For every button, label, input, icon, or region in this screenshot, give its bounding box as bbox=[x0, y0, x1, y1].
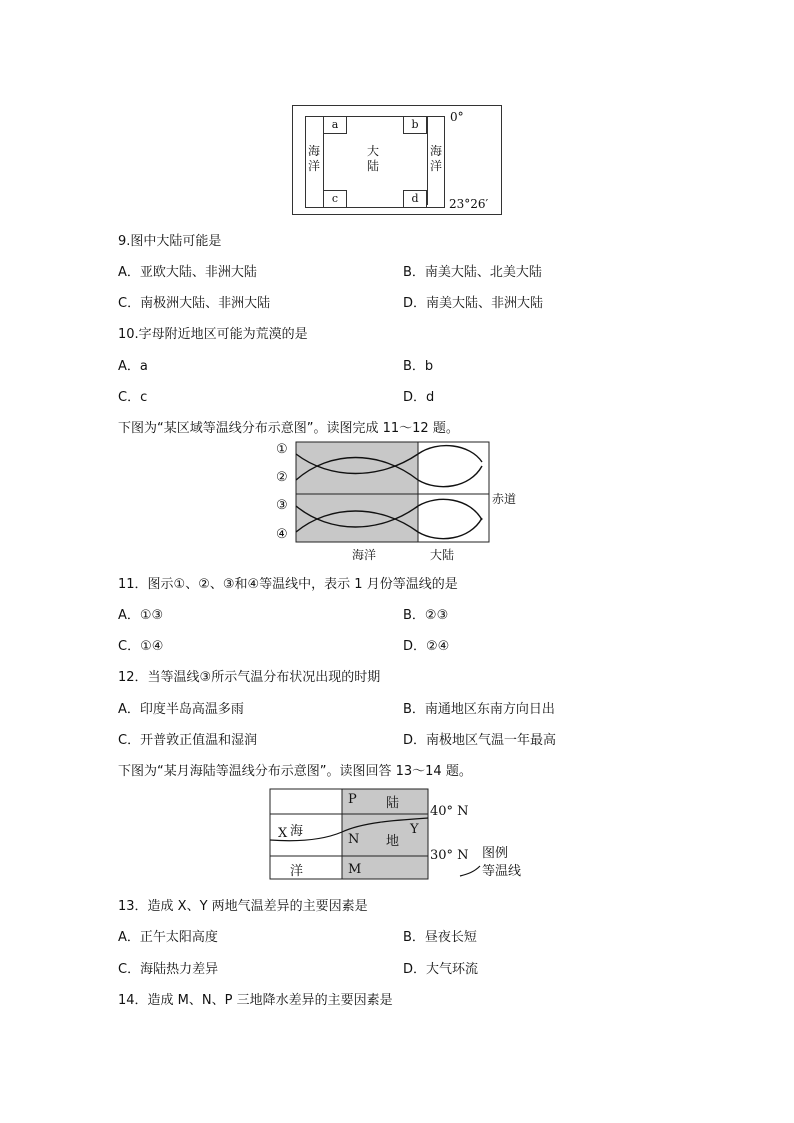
q11-option-a: A．①③ bbox=[118, 608, 164, 623]
label-m: M bbox=[348, 862, 362, 877]
isotherm-svg bbox=[270, 440, 530, 565]
letter-d: d bbox=[403, 190, 427, 208]
marker-2: ② bbox=[276, 470, 288, 485]
figure-continent-diagram bbox=[292, 105, 502, 215]
land-label: 大陆 bbox=[430, 548, 455, 562]
question-10: 10.字母附近地区可能为荒漠的是 bbox=[118, 327, 308, 342]
label-sea: 海 bbox=[290, 824, 304, 839]
label-land-1: 陆 bbox=[386, 796, 400, 811]
q12-option-d: D．南极地区气温一年最高 bbox=[403, 733, 557, 748]
legend-line bbox=[460, 866, 480, 876]
left-ocean-label: 海洋 bbox=[307, 144, 320, 173]
legend-item: 等温线 bbox=[482, 864, 522, 879]
question-12: 12．当等温线③所示气温分布状况出现的时期 bbox=[118, 670, 381, 685]
q10-option-c: C．c bbox=[118, 390, 148, 405]
marker-1: ① bbox=[276, 442, 288, 457]
question-14: 14．造成 M、N、P 三地降水差异的主要因素是 bbox=[118, 993, 393, 1008]
intro-sea-land-isotherm: 下图为“某月海陆等温线分布示意图”。读图回答 13～14 题。 bbox=[118, 764, 472, 779]
q12-option-b: B．南通地区东南方向日出 bbox=[403, 702, 555, 717]
figure-sea-land-isotherm bbox=[268, 786, 538, 886]
q11-option-b: B．②③ bbox=[403, 608, 449, 623]
q13-option-b: B．昼夜长短 bbox=[403, 930, 477, 945]
label-ocean: 洋 bbox=[290, 864, 304, 879]
label-land-2: 地 bbox=[386, 834, 400, 849]
q10-option-d: D．d bbox=[403, 390, 435, 405]
question-13: 13．造成 X、Y 两地气温差异的主要因素是 bbox=[118, 899, 368, 914]
marker-4: ④ bbox=[276, 527, 288, 542]
right-ocean-label: 海洋 bbox=[429, 144, 442, 173]
q13-option-a: A．正午太阳高度 bbox=[118, 930, 218, 945]
letter-a: a bbox=[323, 116, 347, 134]
label-0-degree: 0° bbox=[450, 110, 464, 124]
q13-option-d: D．大气环流 bbox=[403, 962, 479, 977]
figure-isotherm-region bbox=[270, 440, 530, 565]
label-n: N bbox=[348, 832, 360, 847]
q9-option-a: A．亚欧大陆、非洲大陆 bbox=[118, 265, 257, 280]
q10-option-b: B．b bbox=[403, 359, 434, 374]
q13-option-c: C．海陆热力差异 bbox=[118, 962, 219, 977]
marker-3: ③ bbox=[276, 498, 288, 513]
ocean-label: 海洋 bbox=[352, 548, 377, 562]
q9-option-d: D．南美大陆、非洲大陆 bbox=[403, 296, 544, 311]
q11-option-c: C．①④ bbox=[118, 639, 164, 654]
label-tropic: 23°26′ bbox=[449, 197, 489, 211]
q9-option-b: B．南美大陆、北美大陆 bbox=[403, 265, 542, 280]
equator-label: 赤道 bbox=[492, 492, 517, 506]
label-p: P bbox=[348, 792, 357, 807]
label-y: Y bbox=[410, 822, 419, 837]
legend-title: 图例 bbox=[482, 846, 509, 861]
q9-option-c: C．南极洲大陆、非洲大陆 bbox=[118, 296, 271, 311]
letter-b: b bbox=[403, 116, 427, 134]
q11-option-d: D．②④ bbox=[403, 639, 450, 654]
q12-option-c: C．开普敦正值温和湿润 bbox=[118, 733, 258, 748]
question-9: 9.图中大陆可能是 bbox=[118, 234, 222, 249]
label-lat-30: 30° N bbox=[430, 848, 469, 863]
q10-option-a: A．a bbox=[118, 359, 148, 374]
question-11: 11．图示①、②、③和④等温线中，表示 1 月份等温线的是 bbox=[118, 577, 458, 592]
intro-isotherm-region: 下图为“某区域等温线分布示意图”。读图完成 11～12 题。 bbox=[118, 421, 459, 436]
letter-c: c bbox=[323, 190, 347, 208]
continent-label: 大陆 bbox=[366, 144, 379, 173]
label-x: X bbox=[278, 826, 288, 841]
q12-option-a: A．印度半岛高温多雨 bbox=[118, 702, 244, 717]
label-lat-40: 40° N bbox=[430, 804, 469, 819]
